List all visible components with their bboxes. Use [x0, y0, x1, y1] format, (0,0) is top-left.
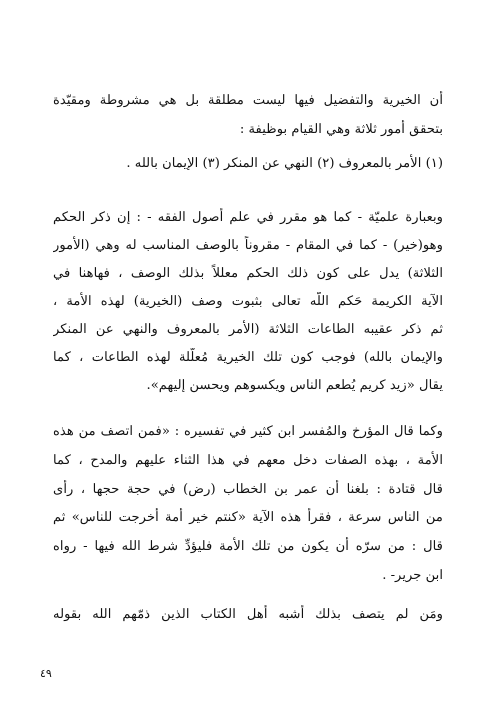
text-line: قال : من سرّه أن يكون من تلك الأمة فليؤدِّ شرط الله فيها - رواه — [53, 539, 443, 554]
text-line: وكما قال المؤرخ والمُفسر ابن كثير في تفسيره : «فمن اتصف من هذه — [53, 424, 443, 439]
text-line: بتحقق أمور ثلاثة وهي القيام بوظيفة : — [239, 122, 443, 137]
text-line: وهو(خير) - كما في المقام - مقروناً بالوصف المناسب له وهي (الأمور — [53, 238, 443, 253]
text-line: يقال «زيد كريم يُطعم الناس ويكسوهم ويحسن إليهم». — [146, 378, 443, 393]
text-line: الآية الكريمة حَكم اللّه تعالى بثبوت وصف (الخيرية) لهذه الأمة ، — [53, 294, 443, 309]
page-number: ٤٩ — [40, 667, 52, 680]
text-line: من الناس سرعة ، فقرأ هذه الآية «كنتم خير أمة أخرجت للناس» ثم — [53, 510, 443, 525]
text-line: (١) الأمر بالمعروف (٢) النهي عن المنكر (٣) الإيمان بالله . — [126, 156, 443, 171]
text-line: وبعبارة علميّة - كما هو مقرر في علم أصول الفقه - : إن ذكر الحكم — [53, 210, 443, 225]
text-line: والإيمان بالله) فوجب كون تلك الخيرية مُعلّلة لهذه الطاعات ، كما — [53, 350, 443, 365]
text-line: ثم ذكر عقيبه الطاعات الثلاثة (الأمر بالمعروف والنهي عن المنكر — [53, 322, 443, 337]
text-line: أن الخيرية والتفضيل فيها ليست مطلقة بل هي مشروطة ومقيّدة — [53, 93, 443, 108]
text-line: قال قتادة : بلغنا أن عمر بن الخطاب (رض) في حجة حجها ، رأى — [53, 482, 443, 497]
text-line: ومَن لم يتصف بذلك أشبه أهل الكتاب الذين ذمّهم الله بقوله — [53, 607, 443, 622]
text-line: الثلاثة) يدل على كون ذلك الحكم معللاً بذلك الوصف ، فهاهنا في — [53, 266, 443, 281]
text-line: ابن جرير- . — [382, 568, 443, 583]
text-line: الأمة ، بهذه الصفات دخل معهم في هذا الثناء عليهم والمدح ، كما — [53, 453, 443, 468]
